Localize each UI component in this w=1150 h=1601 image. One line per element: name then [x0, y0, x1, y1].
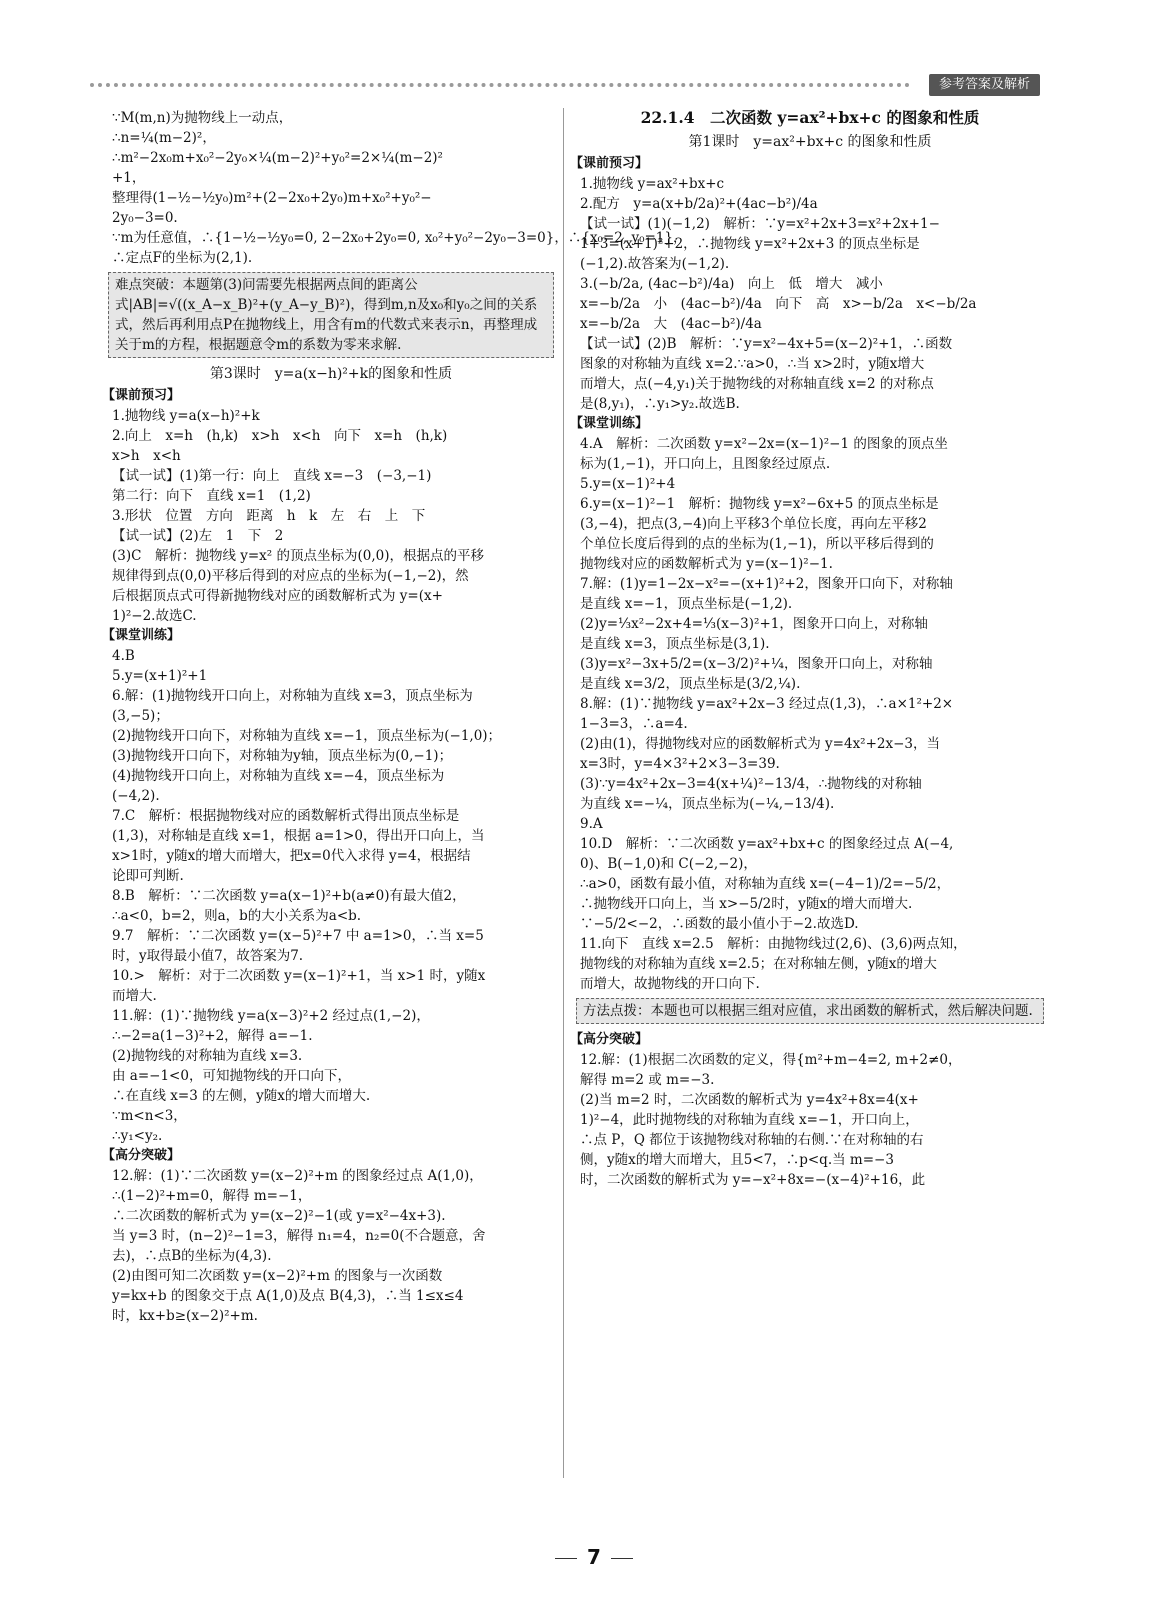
- answer-line: y=kx+b 的图象交于点 A(1,0)及点 B(4,3)，∴当 1≤x≤4: [112, 1288, 464, 1304]
- answer-line: 11.解：(1)∵抛物线 y=a(x−3)²+2 经过点(1,−2)，: [112, 1008, 430, 1024]
- answer-line: 图象的对称轴为直线 x=2.∵a>0，∴当 x>2时，y随x增大: [580, 356, 925, 372]
- answer-line: 解得 m=2 或 m=−3.: [580, 1072, 715, 1088]
- answer-line: 抛物线的对称轴为直线 x=2.5；在对称轴左侧，y随x的增大: [580, 956, 937, 972]
- answer-line: (3,−4)，把点(3,−4)向上平移3个单位长度，再向左平移2: [580, 516, 927, 532]
- answer-line: 去)，∴点B的坐标为(4,3).: [112, 1248, 272, 1264]
- answer-line: 1)²−2.故选C.: [112, 608, 197, 624]
- answer-line: ∴−2=a(1−3)²+2，解得 a=−1.: [112, 1028, 313, 1044]
- answer-line: 3.形状 位置 方向 距离 h k 左 右 上 下: [112, 508, 426, 524]
- answer-line: x>1时，y随x的增大而增大，把x=0代入求得 y=4，根据结: [112, 848, 471, 864]
- tip-box: 方法点拨：本题也可以根据三组对应值，求出函数的解析式，然后解决问题.: [576, 998, 1044, 1024]
- lesson-title: 第3课时 y=a(x−h)²+k的图象和性质: [209, 366, 453, 382]
- answer-line: 【试一试】(2)B 解析：∵y=x²−4x+5=(x−2)²+1，∴函数: [580, 336, 953, 352]
- answer-line: 后根据顶点式可得新抛物线对应的函数解析式为 y=(x+: [112, 588, 443, 604]
- answer-line: (2)抛物线的对称轴为直线 x=3.: [112, 1048, 303, 1064]
- answer-line: 论即可判断.: [112, 868, 184, 884]
- answer-line: 9.A: [580, 816, 603, 832]
- answer-line: 0)、B(−1,0)和 C(−2,−2)，: [580, 856, 757, 872]
- page-number: [545, 1545, 643, 1569]
- answer-line: (3)∵y=4x²+2x−3=4(x+¼)²−13/4，∴抛物线的对称轴: [580, 776, 922, 792]
- answer-line: (2)y=⅓x²−2x+4=⅓(x−3)²+1，图象开口向上，对称轴: [580, 616, 928, 632]
- answer-line: 而增大，故抛物线的开口向下.: [580, 976, 760, 992]
- answer-line: ∴定点F的坐标为(2,1).: [112, 250, 253, 266]
- answer-line: (−1,2).故答案为(−1,2).: [580, 256, 730, 272]
- answer-line: 10.> 解析：对于二次函数 y=(x−1)²+1，当 x>1 时，y随x: [112, 968, 486, 984]
- answer-line: (3)y=x²−3x+5/2=(x−3/2)²+¼，图象开口向上，对称轴: [580, 656, 933, 672]
- answer-line: 是直线 x=3/2，顶点坐标是(3/2,¼).: [580, 676, 801, 692]
- header-dotted-rule: [90, 83, 910, 87]
- right-column: [570, 108, 1040, 1190]
- answer-line: 个单位长度后得到的点的坐标为(1,−1)，所以平移后得到的: [580, 536, 934, 552]
- header-bar: [90, 74, 1050, 94]
- answer-line: 11.向下 直线 x=2.5 解析：由抛物线过(2,6)、(3,6)两点知，: [580, 936, 967, 952]
- section-heading: 【高分突破】: [570, 1032, 649, 1047]
- answer-line: 为直线 x=−¼，顶点坐标为(−¼,−13/4).: [580, 796, 835, 812]
- answer-line: ∴抛物线开口向上，当 x>−5/2时，y随x的增大而增大.: [580, 896, 913, 912]
- page-number-text: 7: [587, 1545, 601, 1569]
- answer-line: ∵m为任意值，∴{1−½−½y₀=0, 2−2x₀+2y₀=0, x₀²+y₀²−2y₀−3=0}，∴{x₀=2, y₀=1}，: [112, 230, 687, 246]
- answer-line: (3,−5)；: [112, 708, 169, 724]
- tip-box: 难点突破：本题第(3)问需要先根据两点间的距离公式|AB|=√((x_A−x_B)²+(y_A−y_B)²)，得到m,n及x₀和y₀之间的关系式，然后再利用点P在抛物线上，用含有m的代数式来表示n，再整理成关于m的方程，根据题意令m的系数为零来求解.: [108, 272, 554, 358]
- answer-line: (3)抛物线开口向下，对称轴为y轴，顶点坐标为(0,−1)；: [112, 748, 453, 764]
- section-heading: 【高分突破】: [102, 1148, 181, 1163]
- section-heading: 【课堂训练】: [102, 628, 181, 643]
- answer-line: 4.B: [112, 648, 135, 664]
- answer-line: 5.y=(x−1)²+4: [580, 476, 676, 492]
- answer-line: ∴(1−2)²+m=0，解得 m=−1，: [112, 1188, 312, 1204]
- answer-line: 1.抛物线 y=ax²+bx+c: [580, 176, 725, 192]
- answer-line: 6.解：(1)抛物线开口向上，对称轴为直线 x=3，顶点坐标为: [112, 688, 473, 704]
- column-divider: [563, 108, 564, 1478]
- answer-line: 2y₀−3=0.: [112, 210, 178, 226]
- answer-line: (2)由图可知二次函数 y=(x−2)²+m 的图象与一次函数: [112, 1268, 443, 1284]
- answer-line: ∵−5/2<−2，∴函数的最小值小于−2.故选D.: [580, 916, 859, 932]
- answer-line: (2)由(1)，得抛物线对应的函数解析式为 y=4x²+2x−3，当: [580, 736, 941, 752]
- answer-line: 9.7 解析：∵二次函数 y=(x−5)²+7 中 a=1>0，∴当 x=5: [112, 928, 484, 944]
- answer-line: 是直线 x=3，顶点坐标是(3,1).: [580, 636, 770, 652]
- answer-line: ∴n=¼(m−2)²，: [112, 130, 216, 146]
- section-heading: 【课堂训练】: [570, 416, 649, 431]
- answer-line: 7.C 解析：根据抛物线对应的函数解析式得出顶点坐标是: [112, 808, 460, 824]
- answer-line: 时，kx+b≥(x−2)²+m.: [112, 1308, 258, 1324]
- answer-line: 1+3=(x+1)²+2，∴抛物线 y=x²+2x+3 的顶点坐标是: [580, 236, 920, 252]
- answer-line: (2)抛物线开口向下，对称轴为直线 x=−1，顶点坐标为(−1,0)；: [112, 728, 502, 744]
- answer-line: ∴二次函数的解析式为 y=(x−2)²−1(或 y=x²−4x+3).: [112, 1208, 446, 1224]
- answer-line: 3.(−b/2a, (4ac−b²)/4a) 向上 低 增大 减小: [580, 276, 883, 292]
- answer-line: 时，二次函数的解析式为 y=−x²+8x=−(x−4)²+16，此: [580, 1172, 926, 1188]
- answer-line: 由 a=−1<0，可知抛物线的开口向下，: [112, 1068, 351, 1084]
- lesson-title: 第1课时 y=ax²+bx+c 的图象和性质: [688, 134, 932, 150]
- answer-line: 1)²−4，此时抛物线的对称轴为直线 x=−1，开口向上，: [580, 1112, 919, 1128]
- answer-line: 而增大.: [112, 988, 157, 1004]
- answer-line: (2)当 m=2 时，二次函数的解析式为 y=4x²+8x=4(x+: [580, 1092, 919, 1108]
- answer-line: 是(8,y₁)，∴y₁>y₂.故选B.: [580, 396, 740, 412]
- answer-line: 7.解：(1)y=1−2x−x²=−(x+1)²+2，图象开口向下，对称轴: [580, 576, 953, 592]
- answer-line: 8.解：(1)∵抛物线 y=ax²+2x−3 经过点(1,3)，∴a×1²+2×: [580, 696, 954, 712]
- answer-line: 【试一试】(2)左 1 下 2: [112, 528, 284, 544]
- answer-line: (4)抛物线开口向上，对称轴为直线 x=−4，顶点坐标为: [112, 768, 445, 784]
- answer-line: 6.y=(x−1)²−1 解析：抛物线 y=x²−6x+5 的顶点坐标是: [580, 496, 939, 512]
- answer-line: +1，: [112, 170, 146, 186]
- answer-line: ∴m²−2x₀m+x₀²−2y₀×¼(m−2)²+y₀²=2×¼(m−2)²: [112, 150, 443, 166]
- answer-line: 是直线 x=−1，顶点坐标是(−1,2).: [580, 596, 793, 612]
- answer-line: 侧，y随x的增大而增大，且5<7，∴p<q.当 m=−3: [580, 1152, 894, 1168]
- answer-line: 当 y=3 时，(n−2)²−1=3，解得 n₁=4，n₂=0(不合题意，舍: [112, 1228, 486, 1244]
- section-heading: 【课前预习】: [102, 388, 181, 403]
- answer-line: ∵m<n<3，: [112, 1108, 187, 1124]
- answer-line: x=−b/2a 大 (4ac−b²)/4a: [580, 316, 762, 332]
- answer-line: 【试一试】(1)第一行：向上 直线 x=−3 (−3,−1): [112, 468, 432, 484]
- answer-line: 12.解：(1)根据二次函数的定义，得{m²+m−4=2, m+2≠0，: [580, 1052, 962, 1068]
- answer-line: ∴在直线 x=3 的左侧，y随x的增大而增大.: [112, 1088, 371, 1104]
- answer-line: 时，y取得最小值7，故答案为7.: [112, 948, 304, 964]
- answer-line: 1−3=3，∴a=4.: [580, 716, 688, 732]
- answer-line: 标为(1,−1)，开口向上，且图象经过原点.: [580, 456, 831, 472]
- answer-line: ∴点 P，Q 都位于该抛物线对称轴的右侧.∵在对称轴的右: [580, 1132, 924, 1148]
- answer-line: (3)C 解析：抛物线 y=x² 的顶点坐标为(0,0)，根据点的平移: [112, 548, 485, 564]
- answer-line: 4.A 解析：二次函数 y=x²−2x=(x−1)²−1 的图象的顶点坐: [580, 436, 948, 452]
- answer-line: 5.y=(x+1)²+1: [112, 668, 208, 684]
- answer-line: x=−b/2a 小 (4ac−b²)/4a 向下 高 x>−b/2a x<−b/2a: [580, 296, 977, 312]
- answer-line: 整理得(1−½−½y₀)m²+(2−2x₀+2y₀)m+x₀²+y₀²−: [112, 190, 432, 206]
- header-tag: 参考答案及解析: [929, 74, 1040, 96]
- answer-line: (−4,2).: [112, 788, 160, 804]
- answer-line: 2.配方 y=a(x+b/2a)²+(4ac−b²)/4a: [580, 196, 818, 212]
- answer-line: 1.抛物线 y=a(x−h)²+k: [112, 408, 260, 424]
- answer-line: 2.向上 x=h (h,k) x>h x<h 向下 x=h (h,k): [112, 428, 448, 444]
- answer-line: 【试一试】(1)(−1,2) 解析：∵y=x²+2x+3=x²+2x+1−: [580, 216, 940, 232]
- answer-line: (1,3)，对称轴是直线 x=1，根据 a=1>0，得出开口向上，当: [112, 828, 485, 844]
- answer-line: 12.解：(1)∵二次函数 y=(x−2)²+m 的图象经过点 A(1,0)，: [112, 1168, 483, 1184]
- answer-line: 10.D 解析：∵二次函数 y=ax²+bx+c 的图象经过点 A(−4,: [580, 836, 954, 852]
- answer-line: 第二行：向下 直线 x=1 (1,2): [112, 488, 311, 504]
- answer-line: ∴a>0，函数有最小值，对称轴为直线 x=(−4−1)/2=−5/2，: [580, 876, 951, 892]
- section-heading: 【课前预习】: [570, 156, 649, 171]
- answer-line: 8.B 解析：∵二次函数 y=a(x−1)²+b(a≠0)有最大值2，: [112, 888, 466, 904]
- answer-line: ∴y₁<y₂.: [112, 1128, 163, 1144]
- answer-line: x>h x<h: [112, 448, 181, 464]
- answer-line: 规律得到点(0,0)平移后得到的对应点的坐标为(−1,−2)，然: [112, 568, 469, 584]
- answer-line: 抛物线对应的函数解析式为 y=(x−1)²−1.: [580, 556, 833, 572]
- answer-line: x=3时，y=4×3²+2×3−3=39.: [580, 756, 780, 772]
- answer-line: ∵M(m,n)为抛物线上一动点，: [112, 110, 293, 126]
- answer-line: 而增大，点(−4,y₁)关于抛物线的对称轴直线 x=2 的对称点: [580, 376, 934, 392]
- answer-line: ∴a<0，b=2，则a，b的大小关系为a<b.: [112, 908, 362, 924]
- chapter-title: 22.1.4 二次函数 y=ax²+bx+c 的图象和性质: [640, 108, 980, 127]
